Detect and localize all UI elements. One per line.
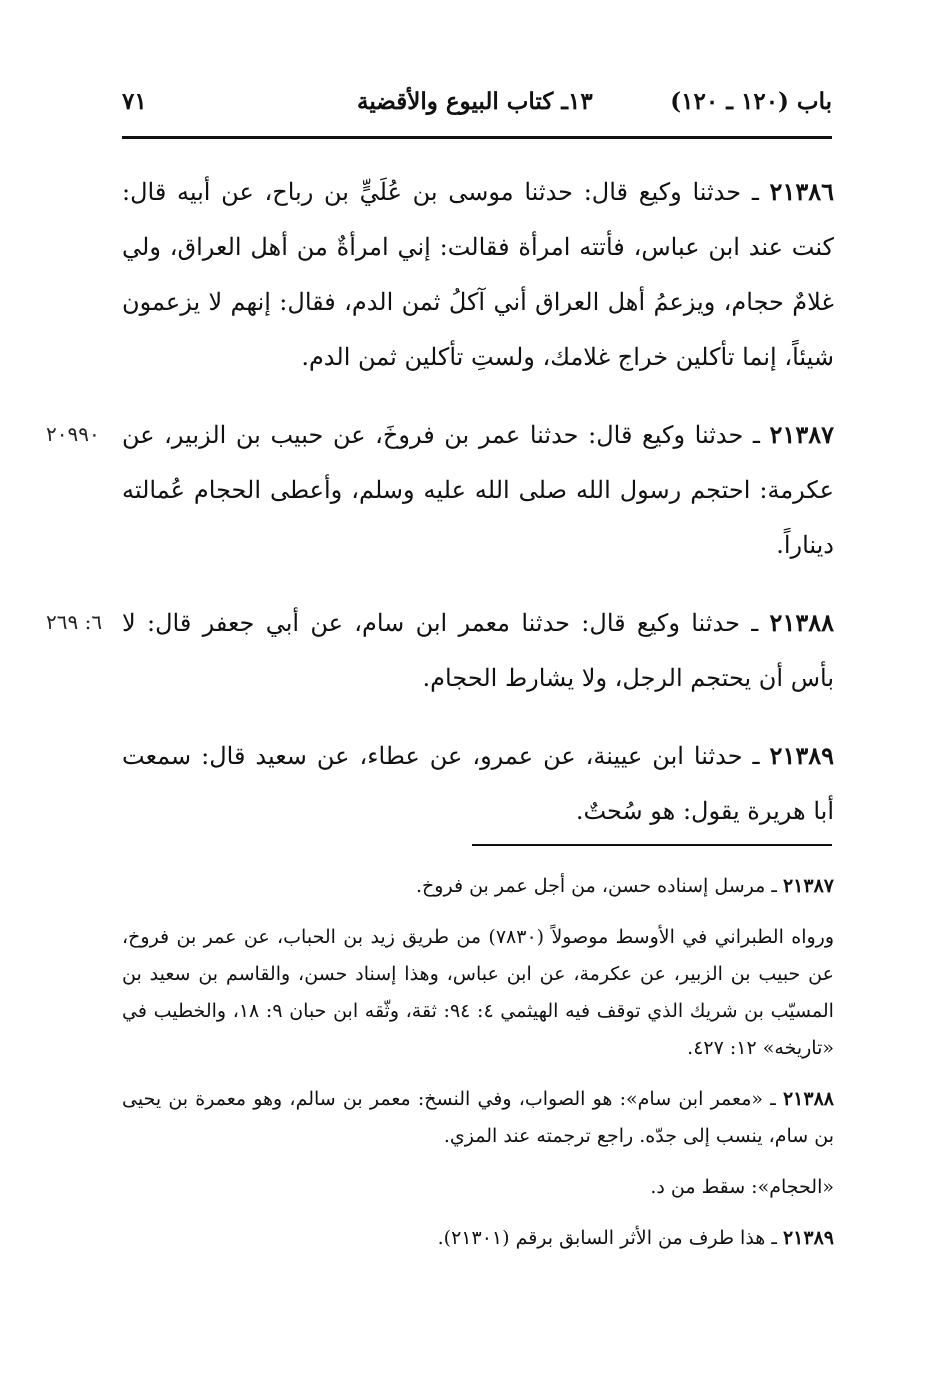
footnote-rule [472,844,832,846]
footnote-text: ـ هذا طرف من الأثر السابق برقم (٢١٣٠١). [437,1227,783,1249]
footnote-number: ٢١٣٨٧ [782,875,834,897]
entry-number: ٢١٣٨٩ [769,741,834,770]
entry-21389 [122,728,834,839]
footnote [122,1169,834,1206]
entry-number: ٢١٣٨٧ [769,420,834,449]
entry-text: ـ حدثنا وكيع قال: حدثنا عمر بن فروخَ، عن حبيب بن الزبير، عن عكرمة: احتجم رسول الله صلى الله عليه وسلم، وأعطى الحجام عُمالته ديناراً. [122,421,834,559]
footnote-text: ـ مرسل إسناده حسن، من أجل عمر بن فروخ. [415,875,783,897]
entry-number: ٢١٣٨٨ [769,608,834,637]
entry-21387 [46,407,834,573]
chapter-title: ١٣ـ كتاب البيوع والأقضية [357,88,593,115]
main-text [46,164,834,861]
footnote [122,1220,834,1257]
footnote [122,868,834,905]
footnote-text: ـ «معمر ابن سام»: هو الصواب، وفي النسخ: معمر بن سالم، وهو معمرة بن يحيى بن سام، ينسب إلى جدّه. راجع ترجمته عند المزي. [122,1088,834,1147]
entry-text: ـ حدثنا ابن عيينة، عن عمرو، عن عطاء، عن سعيد قال: سمعت أبا هريرة يقول: هو سُحتٌ. [122,742,834,825]
entry-number: ٢١٣٨٦ [769,177,834,206]
margin-reference: ٢٠٩٩٠ [46,422,100,446]
entry-21388 [46,595,834,706]
footnote-text: ورواه الطبراني في الأوسط موصولاً (٧٨٣٠) من طريق زيد بن الحباب، عن عمر بن فروخ، عن حبيب بن الزبير، عن عكرمة، عن ابن عباس، وهذا إسناد حسن، والقاسم بن سعيد بن المسيّب بن شريك الذي توقف فيه الهيثمي ٤: ٩٤: ثقة، وثّقه ابن حبان ٩: ١٨، والخطيب في «تاريخه» ١٢: ٤٢٧. [122,926,834,1059]
footnote-text: «الحجام»: سقط من د. [650,1176,834,1198]
entry-text: ـ حدثنا وكيع قال: حدثنا معمر ابن سام، عن أبي جعفر قال: لا بأس أن يحتجم الرجل، ولا يشارط الحجام. [122,609,834,692]
footnote-number: ٢١٣٨٨ [782,1088,834,1110]
margin-reference: ٦: ٢٦٩ [46,610,103,634]
entry-text: ـ حدثنا وكيع قال: حدثنا موسى بن عُلَيٍّ بن رباح، عن أبيه قال: كنت عند ابن عباس، فأتته امرأة فقالت: إني امرأةٌ من أهل العراق، ولي غلامٌ حجام، ويزعمُ أهل العراق أني آكلُ ثمن الدم، فقال: إنهم لا يزعمون شيئاً، إنما تأكلين خراج غلامك، ولستِ تأكلين ثمن الدم. [122,178,834,371]
entry-21386 [122,164,834,385]
footnote [122,1081,834,1155]
page-header [122,88,832,128]
page-number: ٧١ [122,88,147,115]
footnotes [122,868,834,1271]
header-rule [122,136,832,139]
footnote-number: ٢١٣٨٩ [782,1227,834,1249]
section-title: باب (١٢٠ ـ ١٢٠) [670,88,832,115]
footnote [122,919,834,1067]
